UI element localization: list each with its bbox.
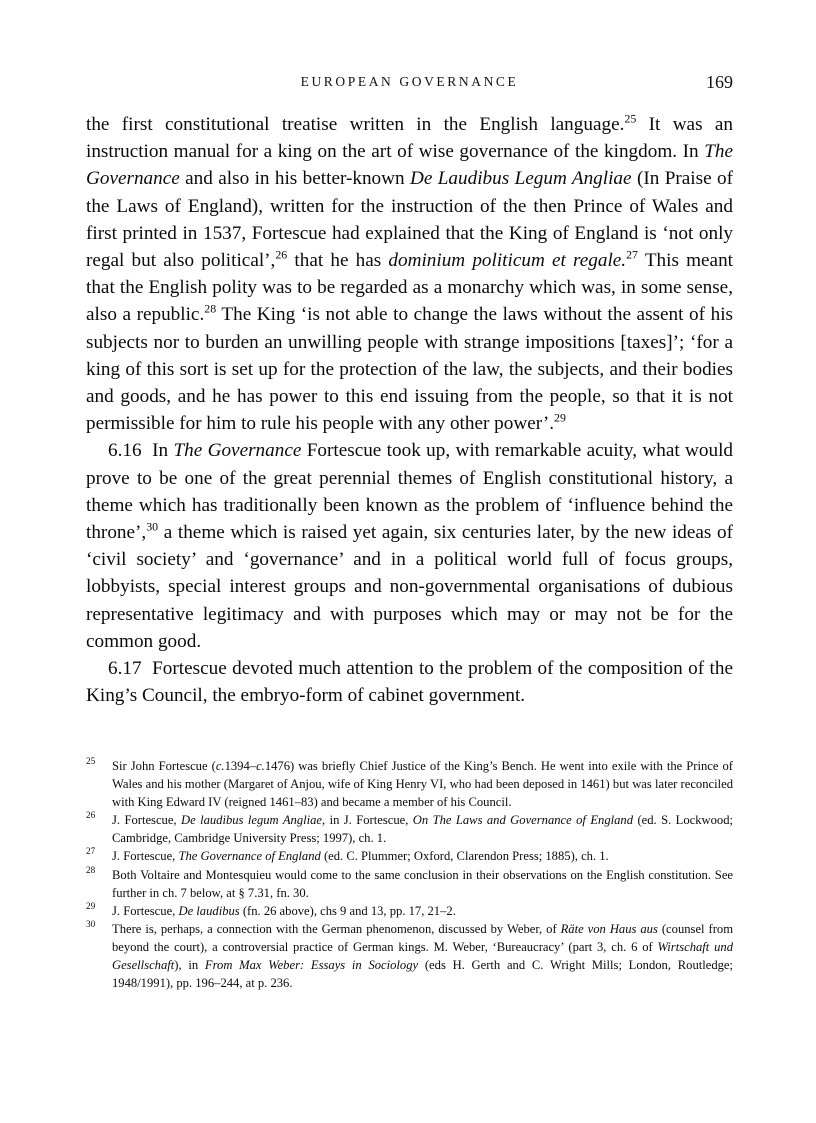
text-segment: J. Fortescue, xyxy=(112,813,181,828)
italic-title: The Governance of England xyxy=(178,849,321,864)
footnotes-section xyxy=(86,757,733,992)
footnote-ref-29[interactable]: 29 xyxy=(554,410,566,425)
text-segment: Fortescue took up, with remarkable acuity, what would prove to be one of the great perennial themes of English constitutional history, a theme which has traditionally been known as the problem of ‘influence behind the throne’, xyxy=(86,440,734,544)
footnote-item xyxy=(86,847,733,865)
text-segment: and also in his better-known xyxy=(179,168,410,190)
body-text xyxy=(86,111,733,709)
italic-title: From Max Weber: Essays in Sociology xyxy=(204,958,419,973)
paragraph-number-6-16: 6.16 xyxy=(108,440,142,462)
italic-title-de-laudibus-legum-angliae: De Laudibus Legum Angliae xyxy=(409,168,632,190)
italic-title: Wirtschaft und Gesellschaft xyxy=(112,939,733,973)
footnote-marker-26: 26 xyxy=(86,810,96,821)
italic-title: On The Laws and Governance of England xyxy=(412,813,634,828)
text-segment: , in J. Fortescue, xyxy=(322,813,413,828)
running-head-title: EUROPEAN GOVERNANCE xyxy=(300,74,519,89)
footnote-item xyxy=(86,866,733,902)
italic-circa: c. xyxy=(215,759,225,773)
footnote-ref-27[interactable]: 27 xyxy=(626,247,638,262)
footnote-marker-28: 28 xyxy=(86,864,96,875)
text-segment: the first constitutional treatise written in the English language. xyxy=(86,114,625,135)
text-segment: (ed. S. Lockwood; Cambridge, Cambridge University Press; 1997), ch. 1. xyxy=(112,813,734,846)
text-segment: (counsel from beyond the court), a controversial practice of German kings. M. Weber, ‘Bureaucracy’ (part 3, ch. 6 of xyxy=(112,921,733,954)
footnote-item xyxy=(86,920,733,992)
text-segment: J. Fortescue, xyxy=(112,903,179,918)
footnote-marker-27: 27 xyxy=(86,846,96,857)
text-segment: (fn. 26 above), chs 9 and 13, pp. 17, 21–2. xyxy=(239,903,456,918)
text-segment: that he has xyxy=(287,250,389,272)
italic-title: De laudibus xyxy=(178,903,240,918)
paragraph-6-17 xyxy=(86,655,733,709)
page-number: 169 xyxy=(706,72,733,92)
paragraph-6-16 xyxy=(86,437,733,655)
text-segment: ), in xyxy=(174,958,205,973)
text-segment: (ed. C. Plummer; Oxford, Clarendon Press; 1885), ch. 1. xyxy=(320,849,609,864)
italic-circa: c. xyxy=(256,759,265,773)
italic-latin-dominium-politicum-et-regale: dominium politicum et regale. xyxy=(388,250,627,272)
text-segment: It was an instruction manual for a king on the art of wise governance of the kingdom. In xyxy=(86,114,733,163)
text-segment: The King ‘is not able to change the laws without the assent of his subjects nor to burden an unwilling people with strange impositions [taxes]’; ‘for a king of this sort is set up for the protection of the law, the subjects, and their bodies and goods, and he has power to this end issuing from the people, so that it is not permissible for him to rule his people with any other power’. xyxy=(86,304,733,435)
running-header xyxy=(86,74,733,94)
italic-title: De laudibus legum Angliae xyxy=(180,813,323,828)
italic-title-the-governance: The Governance xyxy=(173,440,302,462)
text-segment: J. Fortescue, xyxy=(112,849,179,864)
footnote-item xyxy=(86,811,733,847)
footnote-ref-30[interactable]: 30 xyxy=(146,519,159,534)
paragraph-number-6-17: 6.17 xyxy=(108,658,142,680)
text-segment: (In Praise of the Laws of England), written for the instruction of the then Prince of Wales and first printed in 1537, Fortescue had explained that the King of England is ‘not only regal but also political’, xyxy=(86,168,733,272)
text-segment: Sir John Fortescue ( xyxy=(112,759,216,773)
text-segment: 1476) was briefly Chief Justice of the King’s Bench. He went into exile with the Prince of Wales and his mother (Margaret of Anjou, wife of King Henry VI, who had been deposed in 1461) but was later reconciled with King Edward IV (reigned 1461–83) and became a member of his Council. xyxy=(112,759,733,810)
text-segment: (eds H. Gerth and C. Wright Mills; London, Routledge; 1948/1991), pp. 196–244, at p. 236. xyxy=(112,958,734,991)
footnote-ref-28[interactable]: 28 xyxy=(204,302,217,317)
footnote-item xyxy=(86,902,733,920)
text-segment: 1394– xyxy=(224,759,257,773)
text-segment: There is, perhaps, a connection with the German phenomenon, discussed by Weber, of xyxy=(112,921,561,936)
text-segment: Both Voltaire and Montesquieu would come to the same conclusion in their observations on the English constitution. See further in ch. 7 below, at § 7.31, fn. 30. xyxy=(112,867,733,900)
italic-german-phrase: Räte von Haus aus xyxy=(560,921,658,936)
paragraph-continuation xyxy=(86,111,733,437)
footnote-ref-25[interactable]: 25 xyxy=(624,111,637,126)
footnote-marker-30: 30 xyxy=(86,918,96,929)
footnote-item xyxy=(86,757,733,811)
footnote-marker-25: 25 xyxy=(86,756,96,766)
text-segment: This meant that the English polity was to be regarded as a monarchy which was, in some sense, also a republic. xyxy=(86,250,733,326)
text-segment: In xyxy=(152,440,174,462)
footnote-marker-29: 29 xyxy=(86,900,96,911)
footnote-ref-26[interactable]: 26 xyxy=(275,247,288,262)
text-segment: Fortescue devoted much attention to the problem of the composition of the King’s Council, the embryo-form of cabinet government. xyxy=(86,658,733,707)
italic-title-the-governance: The Governance xyxy=(86,141,733,190)
text-segment: a theme which is raised yet again, six centuries later, by the new ideas of ‘civil society’ and ‘governance’ and in a political world full of focus groups, lobbyists, special interest groups and non-governmental organisations of dubious representative legitimacy and with purposes which may or may not be for the common good. xyxy=(86,522,733,652)
